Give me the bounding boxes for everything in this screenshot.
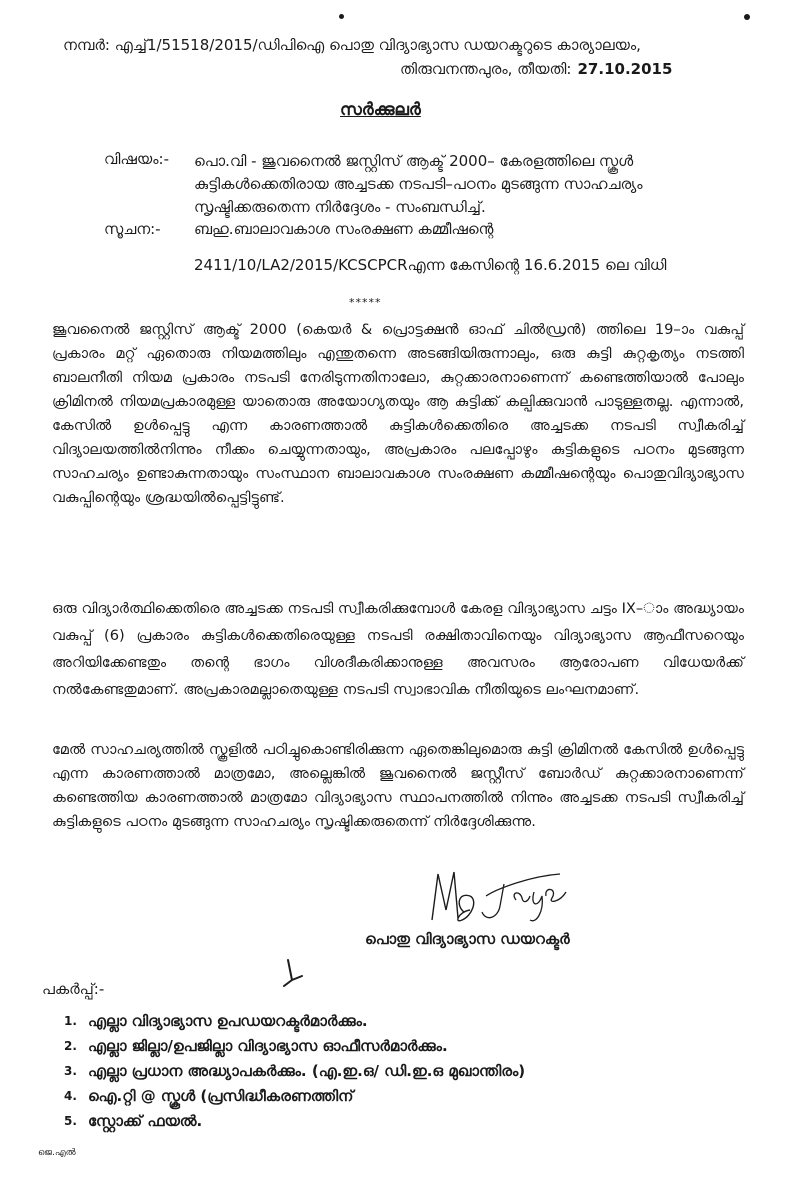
date-value: 27.10.2015: [577, 60, 673, 78]
signatory-designation: പൊതു വിദ്യാഭ്യാസ ഡയറക്ടർ: [365, 930, 570, 948]
list-item: 1. എല്ലാ വിദ്യാഭ്യാസ ഉപഡയറക്ടർമാർക്കും.: [64, 1011, 368, 1030]
subject-text: പൊ.വി - ജുവനൈൽ ജസ്റ്റിസ് ആക്ട് 2000– കേരളത്തിലെ സ്കൂൾ കുട്ടികൾക്കെതിരായ അച്ചടക്ക നടപടി–പഠനം മുടങ്ങുന്ന സാഹചര്യം സൃഷ്ടിക്കരുതെന്ന നിർദ്ദേശം - സംബന്ധിച്ച്.: [194, 152, 643, 216]
list-item: 2. എല്ലാ ജില്ലാ/ഉപജില്ലാ വിദ്യാഭ്യാസ ഓഫീസർമാർക്കും.: [64, 1036, 448, 1055]
scan-dot: [744, 14, 750, 20]
signature-image: [420, 862, 570, 932]
tick-mark-icon: [278, 956, 308, 992]
footer-initials: ജെ.എൽ: [38, 1148, 76, 1158]
reference-label: സൂചന:-: [104, 220, 161, 238]
copies-list: [64, 1008, 525, 1133]
case-reference: 2411/10/LA2/2015/KCSCPCRഎന്ന കേസിന്റെ 16.6.2015 ലെ വിധി: [194, 256, 667, 274]
list-item: 3. എല്ലാ പ്രധാന അദ്ധ്യാപകർക്കും. (എ.ഇ.ഒ/ ഡി.ഇ.ഒ മുഖാന്തിരം): [64, 1061, 526, 1080]
reference-number: നമ്പർ: എച്ച്1/51518/2015/ഡിപിഐ പൊതു വിദ്യാഭ്യാസ ഡയറക്ടറുടെ കാര്യാലയം,: [63, 36, 641, 54]
subject-label: വിഷയം:-: [104, 150, 169, 168]
list-item: 4. ഐ.റ്റി @ സ്കൂൾ (പ്രസിദ്ധീകരണത്തിന്: [64, 1086, 354, 1105]
paragraph-2: ഒരു വിദ്യാർത്ഥിക്കെതിരെ അച്ചടക്ക നടപടി സ്വീകരിക്കുമ്പോൾ കേരള വിദ്യാഭ്യാസ ചട്ടം IX–ാം അദ്ധ്യായം വകുപ്പ് (6) പ്രകാരം കുട്ടികൾക്കെതിരെയുള്ള നടപടി രക്ഷിതാവിനെയും വിദ്യാഭ്യാസ ആഫീസറെയും അറിയിക്കേണ്ടതും തന്റെ ഭാഗം വിശദീകരിക്കാനുള്ള അവസരം ആരോപണ വിധേയർക്ക് നൽകേണ്ടതുമാണ്. അപ്രകാരമല്ലാതെയുള്ള നടപടി സ്വാഭാവിക നീതിയുടെ ലംഘനമാണ്.: [52, 600, 744, 698]
paragraph-1: ജൂവനൈൽ ജസ്റ്റിസ് ആക്ട് 2000 (കെയർ & പ്രൊട്ടക്ഷൻ ഓഫ് ചിൽഡ്രൻ) ത്തിലെ 19–ാം വകുപ്പ് പ്രകാരം മറ്റ് ഏതൊരു നിയമത്തിലും എന്തുതന്നെ അടങ്ങിയിരുന്നാലും, ഒരു കുട്ടി കുറ്റകൃത്യം നടത്തി ബാലനീതി നിയമ പ്രകാരം നടപടി നേരിടുന്നതിനാലോ, കുറ്റക്കാരനാണെന്ന് കണ്ടെത്തിയാൽ പോലും ക്രിമിനൽ നിയമപ്രകാരമുള്ള യാതൊരു അയോഗ്യതയും ആ കുട്ടിക്ക് കല്പിക്കുവാൻ പാടുള്ളതല്ല. എന്നാൽ, കേസിൽ ഉൾപ്പെട്ടു എന്ന കാരണത്താൽ കുട്ടികൾക്കെതിരെ അച്ചടക്ക നടപടി സ്വീകരിച്ച് വിദ്യാലയത്തിൽനിന്നും നീക്കം ചെയ്യുന്നതായും, അപ്രകാരം പലപ്പോഴും കുട്ടികളുടെ പഠനം മുടങ്ങുന്ന സാഹചര്യം ഉണ്ടാകുന്നതായും സംസ്ഥാന ബാലാവകാശ സംരക്ഷണ കമ്മീഷന്റെയും പൊതുവിദ്യാഭ്യാസ വകുപ്പിന്റെയും ശ്രദ്ധയിൽപ്പെട്ടിട്ടുണ്ട്.: [52, 321, 744, 506]
page-title: സർക്കുലർ: [340, 100, 421, 120]
list-item: 5. സ്റ്റോക്ക് ഫയൽ.: [64, 1111, 203, 1130]
reference-text: ബഹു.ബാലാവകാശ സംരക്ഷണ കമ്മീഷന്റെ: [194, 220, 494, 238]
separator: *****: [349, 296, 382, 309]
paragraph-3: മേൽ സാഹചര്യത്തിൽ സ്കൂളിൽ പഠിച്ചുകൊണ്ടിരിക്കുന്ന ഏതെങ്കിലുമൊരു കുട്ടി ക്രിമിനൽ കേസിൽ ഉൾപ്പെട്ടു എന്ന കാരണത്താൽ മാത്രമോ, അല്ലെങ്കിൽ ജൂവനൈൽ ജസ്റ്റീസ് ബോർഡ് കുറ്റക്കാരനാണെന്ന് കണ്ടെത്തിയ കാരണത്താൽ മാത്രമോ വിദ്യാഭ്യാസ സ്ഥാപനത്തിൽ നിന്നും അച്ചടക്ക നടപടി സ്വീകരിച്ച് കുട്ടികളുടെ പഠനം മുടങ്ങുന്ന സാഹചര്യം സൃഷ്ടിക്കരുതെന്ന് നിർദ്ദേശിക്കുന്നു.: [52, 741, 744, 830]
copies-label: പകർപ്പ്:-: [42, 980, 105, 998]
location-date: [400, 60, 672, 78]
scan-dot: [339, 14, 344, 19]
location-date-label: തിരുവനന്തപുരം, തീയതി:: [400, 60, 572, 78]
